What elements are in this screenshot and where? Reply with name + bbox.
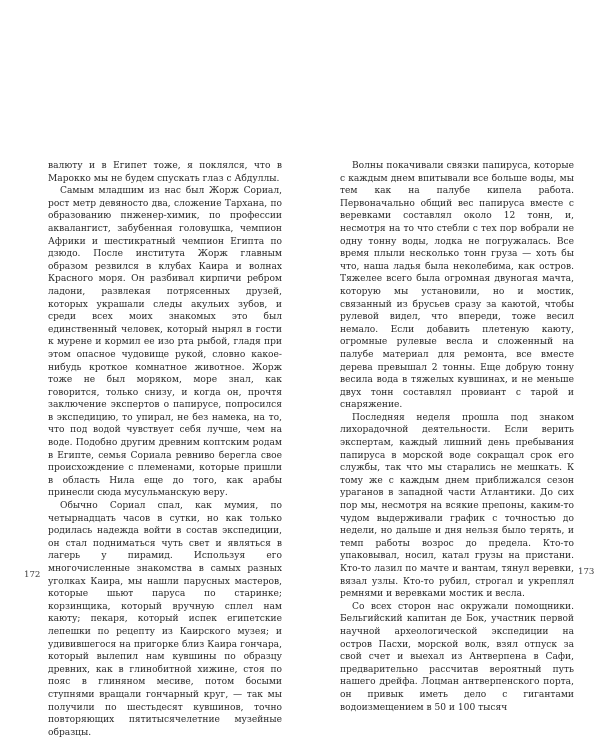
paragraph: Со всех сторон нас окружали помощники. Бельгийский капитан де Бок, участник первой научной археологической экспедиции на остров Пасхи, морской волк, взял отпуск за свой счет и выехал из Антверпена в Сафи, предварительно рассчитав вероятный путь нашего дрейфа. Лоцман антверпенского порта, он привык иметь дело с гигантами водоизмещением в 50 и 100 тысяч — [340, 601, 574, 713]
left-page-text — [48, 160, 282, 739]
paragraph: Самым младшим из нас был Жорж Сориал, рост метр девяносто два, сложение Тархана, по образованию пнженер-химик, по профессии аквалангист, забубенная головушка, чемпион Африки и шестикратный чемпион Египта по дзюдо. После института Жорж главным образом резвился в клубах Каира и волнах Красного моря. Он разбивал кирпичи ребром ладони, развлекая потрясенных друзей, которых украшали следы акульих зубов, и среди всех моих знакомых это был единственный человек, который нырял в гости к мурене и кормил ее изо рта рыбой, гладя при этом опасное чудовище рукой, словно какое-нибудь кроткое комнатное животное. Жорж тоже не был моряком, море знал, как говорится, только снизу, и когда он, прочтя заключение экспертов о папирусе, попросился в экспедицию, то упирал, не без намека, на то, что под водой чувствует себя лучше, чем на воде. Подобно другим древним коптским родам в Египте, семья Сориала ревниво берегла свое происхождение с племенами, которые пришли в область Нила еще до того, как арабы принесли сюда мусульманскую веру. — [48, 186, 282, 499]
right-page — [300, 0, 600, 750]
paragraph: Последняя неделя прошла под знаком лихорадочной деятельности. Если верить экспертам, каждый лишний день пребывания папируса в морской воде сокращал срок его службы, так что мы старались не мешкать. К тому же с каждым днем приближался сезон ураганов в западной части Атлантики. До сих пор мы, несмотря на всякие препоны, каким-то чудом выдерживали график с точностью до недели, но дальше и дня нельзя было терять, и темп работы возрос до предела. Кто-то упаковывал, носил, катал грузы на пристани. Кто-то лазил по мачте и вантам, тянул веревки, вязал узлы. Кто-то рубил, строгал и укреплял ремнями и веревками мостик и весла. — [340, 412, 574, 600]
right-page-text — [340, 160, 574, 714]
paragraph: валюту и в Египет тоже, я поклялся, что в Марокко мы не будем спускать глаз с Абдуллы. — [48, 161, 282, 184]
paragraph: Обычно Сориал спал, как мумия, по четырнадцать часов в сутки, но как только родилась надежда войти в состав экспедиции, он стал подниматься чуть свет и являться в лагерь у пирамид. Используя его многочисленные знакомства в самых разных уголках Каира, мы нашли парусных мастеров, которые шьют паруса по старинке; корзинщика, который вручную сплел нам каюту; пекаря, который испек египетские лепешки по рецепту из Каирского музея; и удивившегося на пригорке близ Каира гончара, который вылепил нам кувшины по образцу древних, как в глинобитной хижине, стоя по пояс в глиняном месиве, потом босыми ступнями вращали гончарный круг, — так мы получили по шестьдесят кувшинов, точно повторяющих пятитысячелетние музейные образцы. — [48, 501, 282, 738]
paragraph: Волны покачивали связки папируса, которые с каждым днем впитывали все больше воды, мы тем как на палубе кипела работа. Первоначально общий вес папируса вместе с веревками составлял около 12 тонн, и, несмотря на то что стебли с тех пор вобрали не одну тонну воды, лодка не погружалась. Все время плыли несколько тонн груза — хоть бы что, наша ладья была неколебима, как остров. Тяжелее всего была огромная двуногая мачта, которую мы установили, но и мостик, связанный из брусьев сразу за каютой, чтобы рулевой видел, что впереди, тоже весил немало. Если добавить плетеную каюту, огромные рулевые весла и сложенный на палубе материал для ремонта, все вместе дерева превышал 2 тонны. Еще добрую тонну весила вода в тяжелых кувшинах, и не меньше двух тонн составлял провиант с тарой и снаряжение. — [340, 161, 574, 411]
page-number: 173 — [578, 567, 595, 577]
page-number: 172 — [24, 570, 41, 580]
